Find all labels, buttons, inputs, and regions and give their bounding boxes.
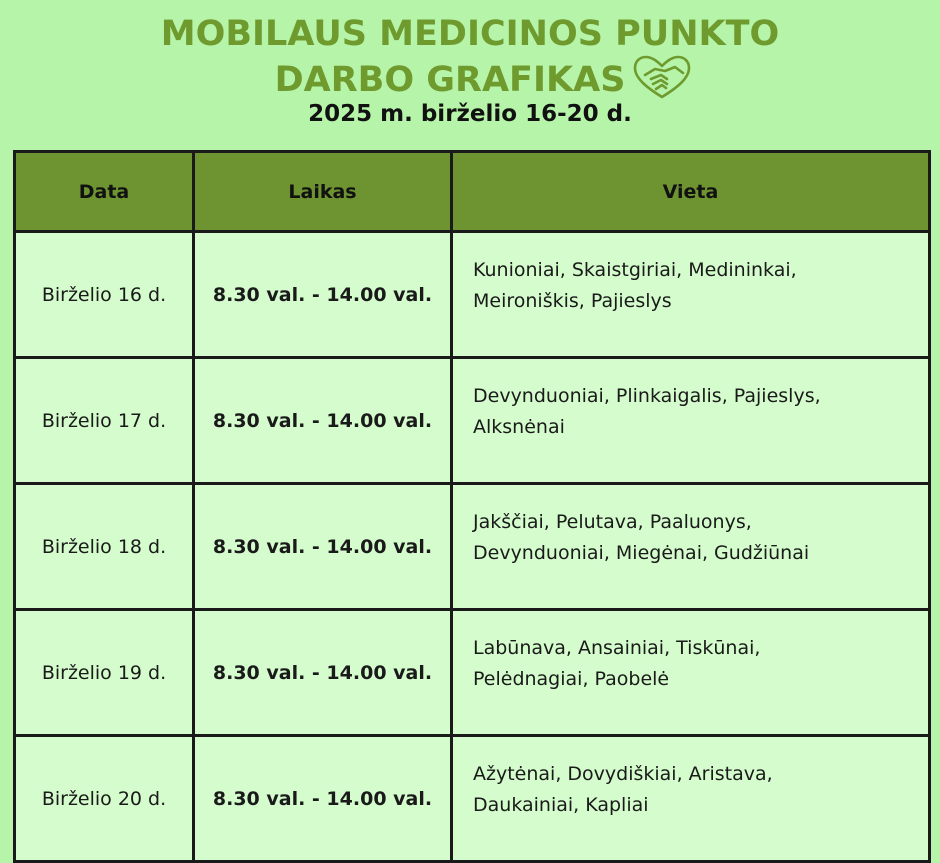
table-row [15,232,930,358]
place-cell [452,232,930,358]
schedule-table [13,150,931,863]
table-header-row [15,152,930,232]
date-cell: Birželio 18 d. [15,484,194,610]
place-cell [452,610,930,736]
place-line: Devynduoniai, Miegėnai, Gudžiūnai [473,541,810,564]
place-line: Devynduoniai, Plinkaigalis, Pajieslys, [473,384,821,407]
column-header-date: Data [15,152,194,232]
title-line-1: MOBILAUS MEDICINOS PUNKTO [160,14,780,54]
date-cell: Birželio 17 d. [15,358,194,484]
table-row [15,736,930,862]
table-row [15,610,930,736]
page-title [0,14,940,101]
date-cell: Birželio 16 d. [15,232,194,358]
place-line: Pelėdnagiai, Paobelė [473,667,670,690]
table-row [15,358,930,484]
handshake-heart-icon [631,55,693,99]
place-line: Labūnava, Ansainiai, Tiskūnai, [473,636,761,659]
time-cell: 8.30 val. - 14.00 val. [194,358,452,484]
time-cell: 8.30 val. - 14.00 val. [194,484,452,610]
place-line: Jakščiai, Pelutava, Paaluonys, [473,510,752,533]
title-line-2-wrap [14,55,940,101]
place-line: Kunioniai, Skaistgiriai, Medininkai, [473,258,797,281]
title-line-2: DARBO GRAFIKAS [274,60,626,100]
place-line: Alksnėnai [473,415,565,438]
place-cell [452,736,930,862]
table-row [15,484,930,610]
column-header-time: Laikas [194,152,452,232]
time-cell: 8.30 val. - 14.00 val. [194,232,452,358]
place-line: Meironiškis, Pajieslys [473,289,672,312]
place-line: Ažytėnai, Dovydiškiai, Aristava, [473,762,773,785]
place-cell [452,358,930,484]
time-cell: 8.30 val. - 14.00 val. [194,610,452,736]
date-cell: Birželio 20 d. [15,736,194,862]
date-cell: Birželio 19 d. [15,610,194,736]
date-range-subtitle: 2025 m. birželio 16-20 d. [308,101,632,127]
time-cell: 8.30 val. - 14.00 val. [194,736,452,862]
place-cell [452,484,930,610]
column-header-place: Vieta [452,152,930,232]
place-line: Daukainiai, Kapliai [473,793,649,816]
